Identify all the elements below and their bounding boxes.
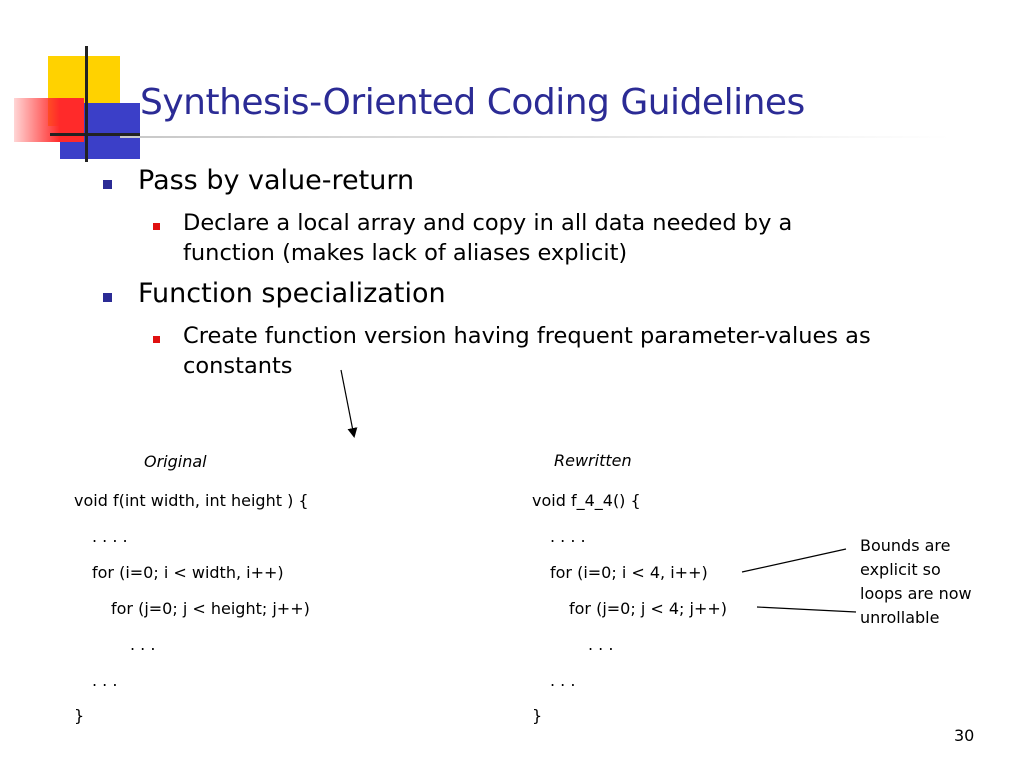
rewritten-code-line: . . . . xyxy=(550,527,586,546)
bullet-function-specialization: Function specialization xyxy=(138,278,446,309)
sub-bullet-1-line-2: function (makes lack of aliases explicit) xyxy=(183,240,628,266)
original-code-line: . . . . xyxy=(92,527,128,546)
original-code-line: . . . xyxy=(130,635,156,654)
sub-bullet-1-line-1: Declare a local array and copy in all data needed by a xyxy=(183,210,793,236)
sub-bullet-2-line-1: Create function version having frequent parameter-values as xyxy=(183,323,871,349)
rewritten-code-line: void f_4_4() { xyxy=(532,491,641,510)
original-code-line: for (j=0; j < height; j++) xyxy=(111,599,310,618)
original-code-line: . . . xyxy=(92,671,118,690)
rewritten-code-line: for (i=0; i < 4, i++) xyxy=(550,563,708,582)
slide-title: Synthesis-Oriented Coding Guidelines xyxy=(140,82,805,123)
original-code-line: } xyxy=(74,706,85,725)
rewritten-code-line: . . . xyxy=(550,671,576,690)
original-code-line: for (i=0; i < width, i++) xyxy=(92,563,284,582)
down-arrow xyxy=(341,370,354,436)
original-code-line: void f(int width, int height ) { xyxy=(74,491,309,510)
rewritten-code-line: . . . xyxy=(588,635,614,654)
callout-note: Bounds are explicit so loops are now unrollable xyxy=(860,536,972,627)
rewritten-label: Rewritten xyxy=(554,451,632,470)
rewritten-code-line: } xyxy=(532,706,543,725)
callout-line-outer-loop xyxy=(742,549,846,572)
rewritten-code-line: for (j=0; j < 4; j++) xyxy=(569,599,728,618)
original-label: Original xyxy=(144,452,207,471)
bullet-pass-by-value: Pass by value-return xyxy=(138,165,415,196)
page-number: 30 xyxy=(954,726,975,745)
callout-line-inner-loop xyxy=(757,607,856,612)
sub-bullet-2-line-2: constants xyxy=(183,353,293,379)
